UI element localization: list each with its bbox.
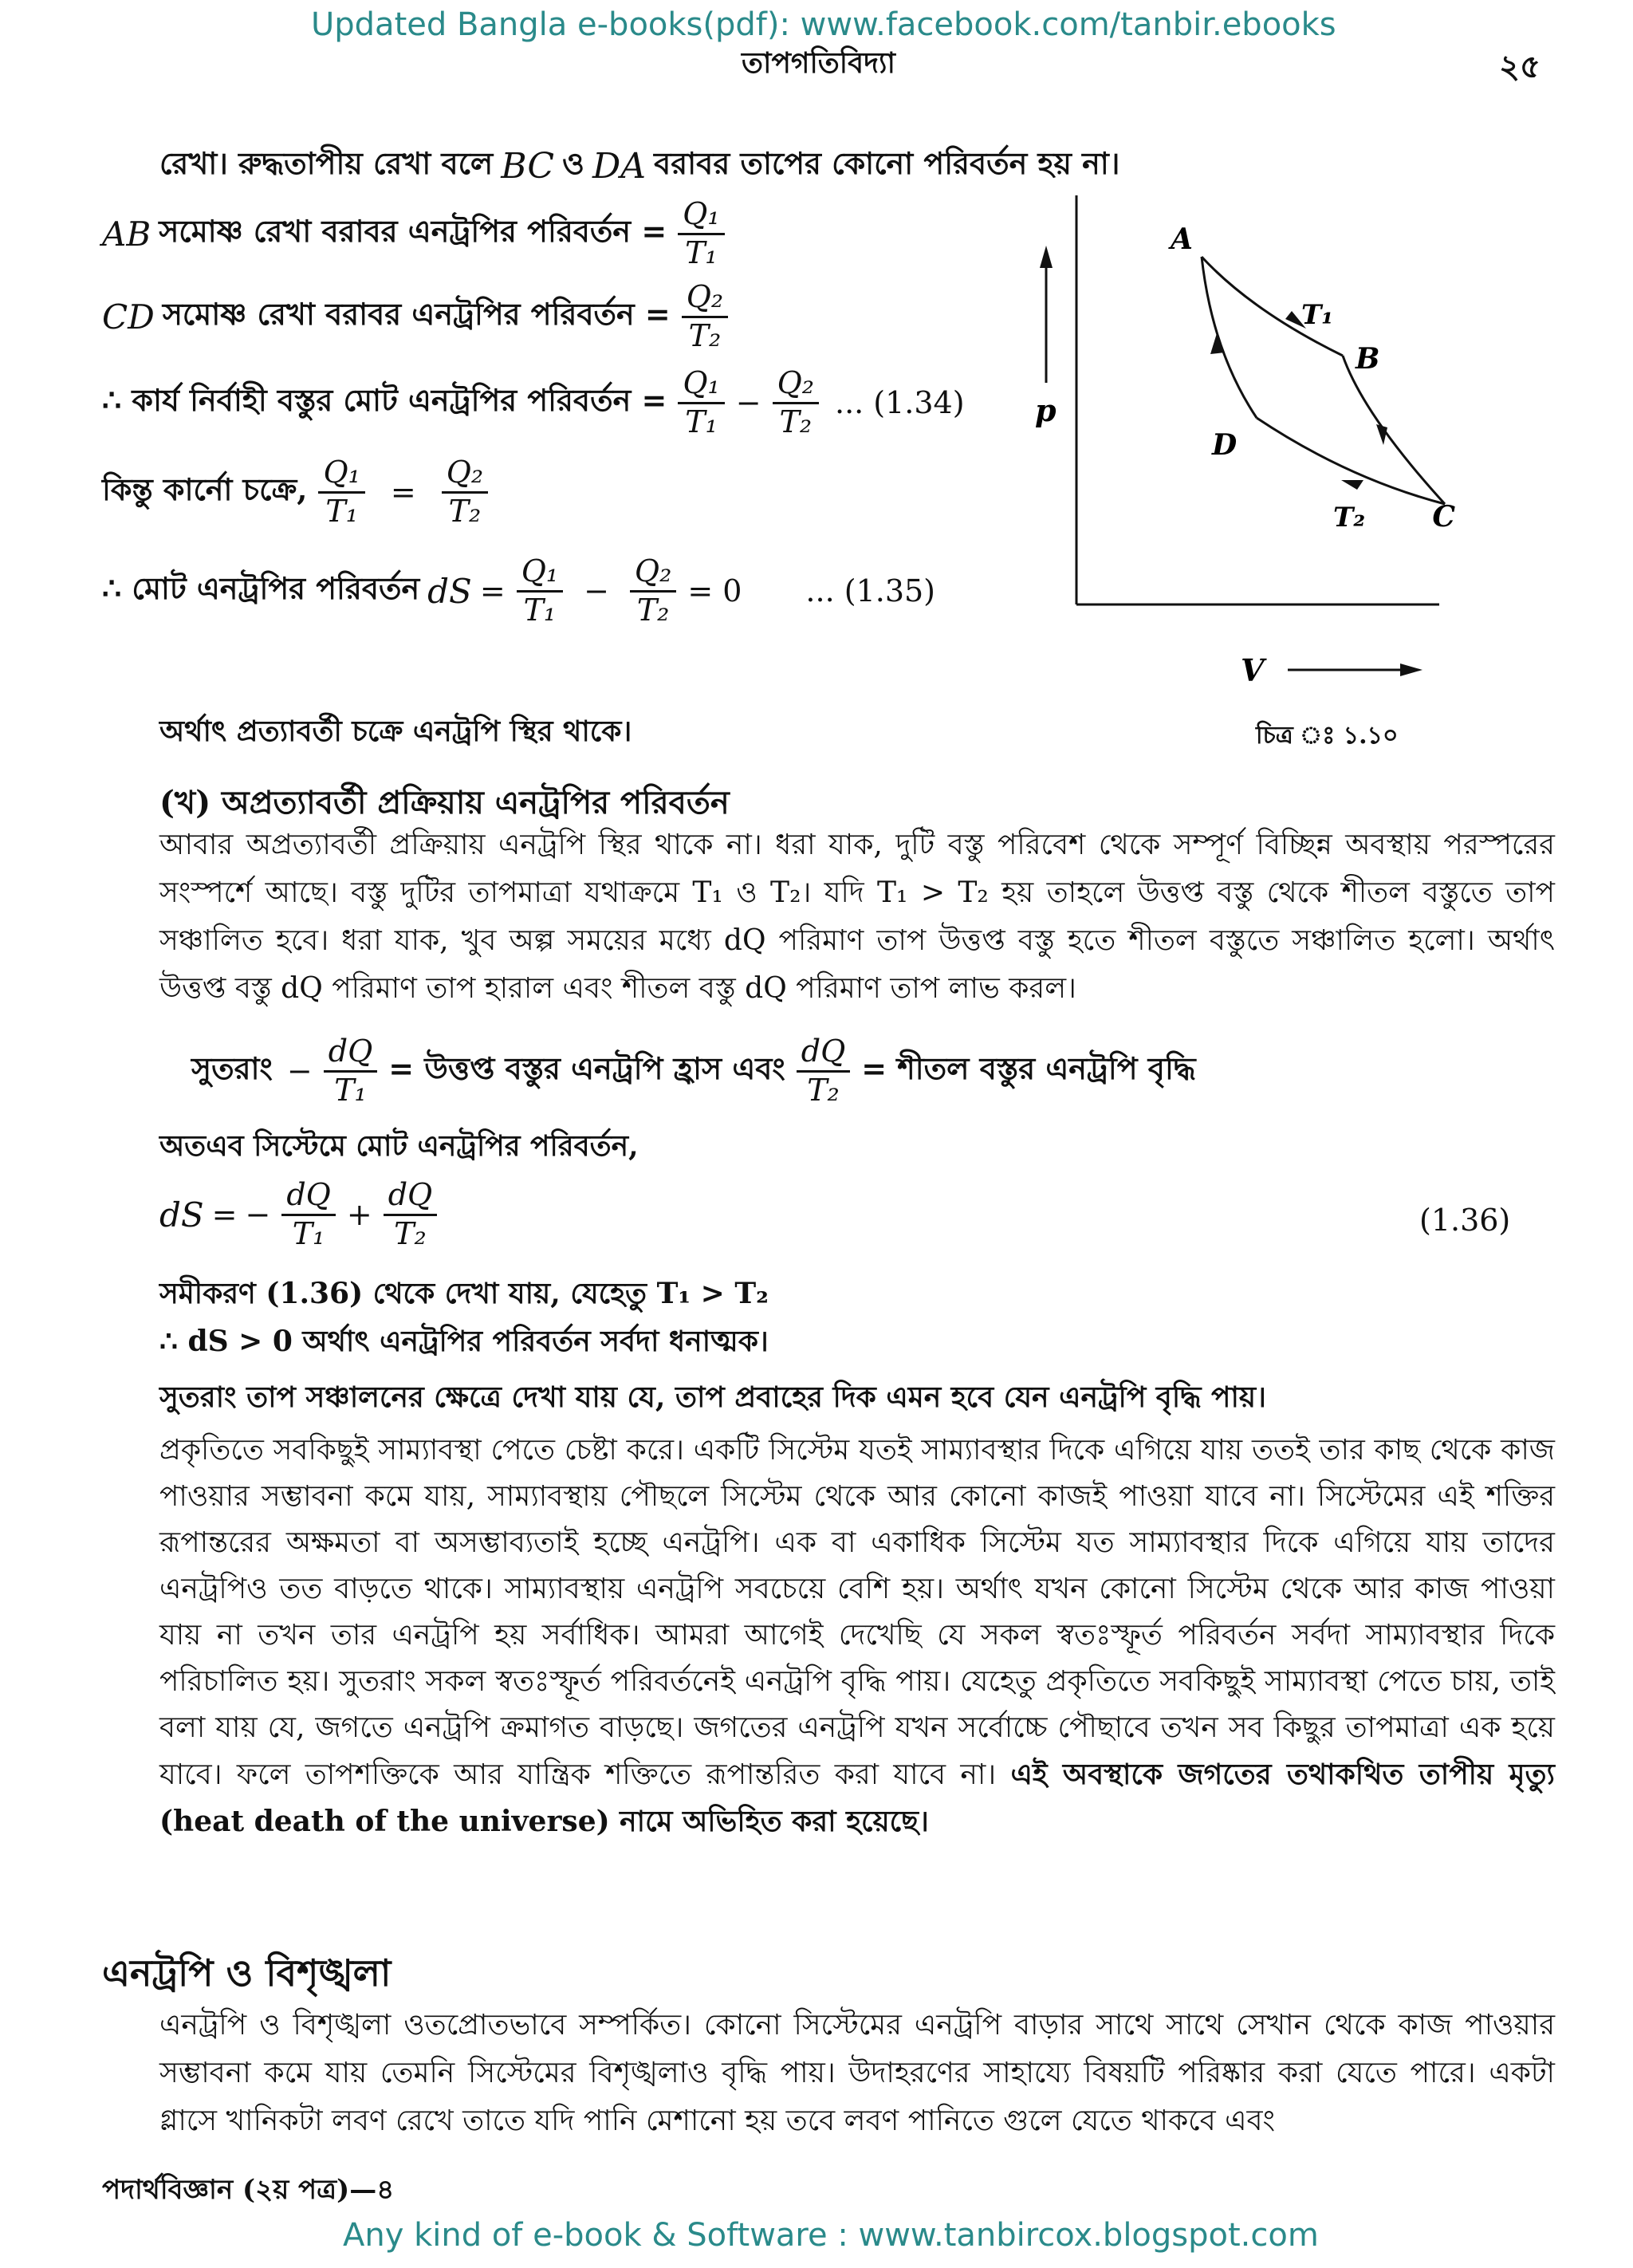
equals-sign: = xyxy=(479,573,506,609)
frac-num: Q₂ xyxy=(442,456,488,494)
adiabat-da xyxy=(1202,257,1257,418)
section-b-heading: (খ) অপ্রত্যাবর্তী প্রক্রিয়ায় এনট্রপির পরিবর্তন xyxy=(159,784,730,821)
eq-carnot-text: কিন্তু কার্নো চক্রে, xyxy=(102,471,308,508)
entropy-disorder-para: এনট্রপি ও বিশৃঙ্খলা ওতপ্রোতভাবে সম্পর্কিত। কোনো সিস্টেমের এনট্রপি বাড়ার সাথে সাথে সেখান থেকে কাজ পাওয়ার সম্ভাবনা কমে যায় তেমনি সিস্টেমের বিশৃঙ্খলাও বৃদ্ধি পায়। উদাহরণের সাহায্যে বিষয়টি পরিষ্কার করা যেতে পারে। একটা গ্লাসে খানিকটা লবণ রেখে তাতে যদি পানি মেশানো হয় তবে লবণ পানিতে গুলে যেতে থাকবে এবং xyxy=(159,2009,1555,2137)
fraction-q2-t2 xyxy=(773,367,819,439)
frac-num: dQ xyxy=(281,1179,335,1216)
frac-den: T₂ xyxy=(779,404,813,439)
frac-den: T₂ xyxy=(448,493,482,529)
label-cd: CD xyxy=(102,297,155,337)
frac-den: T₂ xyxy=(688,317,722,353)
frac-den: T₂ xyxy=(807,1072,840,1108)
eq-1-35-zero: = 0 xyxy=(687,573,742,609)
minus-sign: − xyxy=(584,573,609,609)
watermark-top: Updated Bangla e-books(pdf): www.facebook.com/tanbir.ebooks xyxy=(311,6,1336,43)
label-t1: T₁ xyxy=(1301,299,1334,331)
eq-ab-text: সমোষ্ণ রেখা বরাবর এনট্রপির পরিবর্তন = xyxy=(159,213,667,250)
v-arrow-head xyxy=(1400,663,1422,676)
frac-num: Q₁ xyxy=(678,367,724,404)
frac-num: Q₂ xyxy=(682,281,728,318)
frac-den: T₂ xyxy=(636,592,670,628)
equals-sign: = xyxy=(390,474,416,510)
frac-num: Q₁ xyxy=(318,456,364,494)
minus-sign: − xyxy=(286,1053,313,1089)
frac-num: Q₁ xyxy=(517,555,563,593)
para2-text: প্রকৃতিতে সবকিছুই সাম্যাবস্থা পেতে চেষ্টা করে। একটি সিস্টেম যতই সাম্যাবস্থার দিকে এগিয়ে যায় ততই তার কাছ থেকে কাজ পাওয়ার সম্ভাবনা কমে যায়, সাম্যাবস্থায় পৌছলে সিস্টেম থেকে আর কোনো কাজই পাওয়া যাবে না। সিস্টেমের এই শক্তির রূপান্তরের অক্ষমতা বা অসম্ভাব্যতাই হচ্ছে এনট্রপি। এক বা একাধিক সিস্টেম যত সাম্যাবস্থার দিকে এগিয়ে যায় তাদের এনট্রপিও তত বাড়তে থাকে। সাম্যাবস্থায় এনট্রপি সবচেয়ে বেশি হয়। অর্থাৎ যখন কোনো সিস্টেম থেকে আর কাজ পাওয়া যায় না তখন তার এনট্রপি হয় সর্বাধিক। আমরা আগেই দেখেছি যে সকল স্বতঃস্ফূর্ত পরিবর্তন সর্বদা সাম্যাবস্থার দিকে পরিচালিত হয়। সুতরাং সকল স্বতঃস্ফূর্ত পরিবর্তনেই এনট্রপি বৃদ্ধি পায়। যেহেতু প্রকৃতিতে সবকিছুই সাম্যাবস্থা পেতে চায়, তাই বলা যায় যে, জগতে এনট্রপি ক্রমাগত বাড়ছে। জগতের এনট্রপি যখন সর্বোচ্চে পৌছাবে তখন সব কিছুর তাপমাত্রা এক হয়ে যাবে। ফলে তাপশক্তিকে আর যান্ত্রিক শক্তিতে রূপান্তরিত করা যাবে না। xyxy=(159,1434,1555,1791)
label-p-axis: p xyxy=(1035,392,1057,428)
eq-cold-text: = শীতল বস্তুর এনট্রপি বৃদ্ধি xyxy=(861,1050,1196,1087)
fraction-q1-t1 xyxy=(678,198,724,270)
frac-num: Q₂ xyxy=(630,555,676,593)
frac-den: T₁ xyxy=(292,1215,325,1251)
symbol-ds: dS xyxy=(159,1195,204,1234)
label-ab: AB xyxy=(102,214,151,254)
frac-den: T₂ xyxy=(394,1215,427,1251)
page-number: ২৫ xyxy=(1499,48,1541,85)
eq-hot-cold xyxy=(191,1035,1196,1108)
eq-sutarang-text: সুতরাং xyxy=(191,1050,273,1087)
fraction-dq-t2 xyxy=(797,1035,850,1108)
frac-num: Q₁ xyxy=(678,198,724,235)
eq-cd-text: সমোষ্ণ রেখা বরাবর এনট্রপির পরিবর্তন = xyxy=(162,296,671,333)
label-c: C xyxy=(1432,500,1455,534)
eq-hot-text: = উত্তপ্ত বস্তুর এনট্রপি হ্রাস এবং xyxy=(388,1050,785,1087)
eq-1-35 xyxy=(102,555,935,628)
fraction-q2-t2 xyxy=(630,555,676,628)
eq-carnot xyxy=(102,456,491,529)
entropy-disorder-heading: এনট্রপি ও বিশৃঙ্খলা xyxy=(102,1951,392,1994)
label-v-axis: V xyxy=(1241,652,1265,688)
frac-den: T₁ xyxy=(523,592,557,628)
frac-num: Q₂ xyxy=(773,367,819,404)
label-b: B xyxy=(1356,342,1380,376)
label-a: A xyxy=(1171,222,1193,256)
line1-and: ও xyxy=(562,145,585,181)
book-footer: পদার্থবিজ্ঞান (২য় পত্র)—৪ xyxy=(102,2174,395,2206)
fraction-q1-t1 xyxy=(517,555,563,628)
fraction-dq-t1 xyxy=(324,1035,377,1108)
frac-den: T₁ xyxy=(685,404,718,439)
fraction-q2-t2 xyxy=(682,281,728,353)
label-bc: BC xyxy=(501,145,555,187)
eq-1-34-number: ... (1.34) xyxy=(834,385,965,421)
fraction-q2-t2 xyxy=(442,456,488,529)
eq-1-34 xyxy=(102,367,965,439)
frac-den: T₁ xyxy=(325,493,358,529)
reversible-conclusion: অর্থাৎ প্রত্যাবর্তী চক্রে এনট্রপি স্থির থাকে। xyxy=(159,715,632,748)
arrow-da xyxy=(1210,333,1225,354)
from-equation-line: সমীকরণ (1.36) থেকে দেখা যায়, যেহেতু T₁ > T₂ xyxy=(159,1277,769,1310)
eq-1-36-number: (1.36) xyxy=(1419,1203,1511,1238)
section-b-para2 xyxy=(159,1427,1555,1845)
frac-den: T₁ xyxy=(685,234,718,270)
watermark-bottom: Any kind of e-book & Software : www.tanbircox.blogspot.com xyxy=(343,2217,1319,2254)
line1-text-b: বরাবর তাপের কোনো পরিবর্তন হয় না। xyxy=(654,145,1120,181)
section-b-para1: আবার অপ্রত্যাবর্তী প্রক্রিয়ায় এনট্রপি স্থির থাকে না। ধরা যাক, দুটি বস্তু পরিবেশ থেকে সম্পূর্ণ বিচ্ছিন্ন অবস্থায় পরস্পরের সংস্পর্শে আছে। বস্তু দুটির তাপমাত্রা যথাক্রমে T₁ ও T₂। যদি T₁ > T₂ হয় তাহলে উত্তপ্ত বস্তু থেকে শীতল বস্তুতে তাপ সঞ্চালিত হবে। ধরা যাক, খুব অল্প সময়ের মধ্যে dQ পরিমাণ তাপ উত্তপ্ত বস্তু হতে শীতল বস্তুতে সঞ্চালিত হলো। অর্থাৎ উত্তপ্ত বস্তু dQ পরিমাণ তাপ হারাল এবং শীতল বস্তু dQ পরিমাণ তাপ লাভ করল। xyxy=(159,829,1555,1005)
equals-sign: = xyxy=(211,1197,238,1233)
label-da: DA xyxy=(592,145,647,187)
p-arrow-head xyxy=(1040,246,1053,268)
frac-num: dQ xyxy=(324,1035,377,1073)
minus-sign: − xyxy=(735,385,761,421)
frac-num: dQ xyxy=(384,1179,437,1216)
minus-sign: − xyxy=(245,1197,271,1233)
symbol-ds: dS xyxy=(427,571,472,611)
frac-num: dQ xyxy=(797,1035,850,1073)
eq-1-35-text: ∴ মোট এনট্রপির পরিবর্তন xyxy=(102,570,420,607)
chapter-header: তাপগতিবিদ্যা xyxy=(742,46,895,80)
fraction-q1-t1 xyxy=(318,456,364,529)
fraction-q1-t1 xyxy=(678,367,724,439)
frac-den: T₁ xyxy=(334,1072,367,1108)
arrow-cd xyxy=(1341,480,1363,490)
label-t2: T₂ xyxy=(1333,502,1366,534)
eq-1-34-text: ∴ কার্য নির্বাহী বস্তুর মোট এনট্রপির পরিবর্তন = xyxy=(102,382,667,419)
heat-death-statement: এই অবস্থাকে জগতের তথাকথিত তাপীয় মৃত্যু (heat death of the universe) নামে অভিহিত করা হয়েছে। xyxy=(159,1758,1555,1838)
arrow-bc xyxy=(1376,424,1387,445)
label-d: D xyxy=(1212,428,1238,462)
plus-sign: + xyxy=(346,1197,372,1233)
fraction-dq-t1 xyxy=(281,1179,335,1251)
line1-text-a: রেখা। রুদ্ধতাপীয় রেখা বলে xyxy=(159,145,494,181)
line-adiabatic xyxy=(159,140,1119,191)
ds-positive-line: ∴ dS > 0 অর্থাৎ এনট্রপির পরিবর্তন সর্বদা ধনাত্মক। xyxy=(159,1325,769,1358)
heat-flow-conclusion: সুতরাং তাপ সঞ্চালনের ক্ষেত্রে দেখা যায় যে, তাপ প্রবাহের দিক এমন হবে যেন এনট্রপি বৃদ্ধি পায়। xyxy=(159,1380,1267,1414)
fraction-dq-t2 xyxy=(384,1179,437,1251)
eq-1-35-number: ... (1.35) xyxy=(805,573,935,609)
eq-cd-entropy xyxy=(102,281,731,353)
figure-caption: চিত্র ঃ ১.১০ xyxy=(1256,722,1399,750)
eq-1-36 xyxy=(159,1179,440,1251)
total-change-line: অতএব সিস্টেমে মোট এনট্রপির পরিবর্তন, xyxy=(159,1129,639,1163)
isotherm-cd xyxy=(1257,418,1445,504)
carnot-pv-diagram xyxy=(1013,191,1459,718)
eq-ab-entropy xyxy=(102,198,728,270)
